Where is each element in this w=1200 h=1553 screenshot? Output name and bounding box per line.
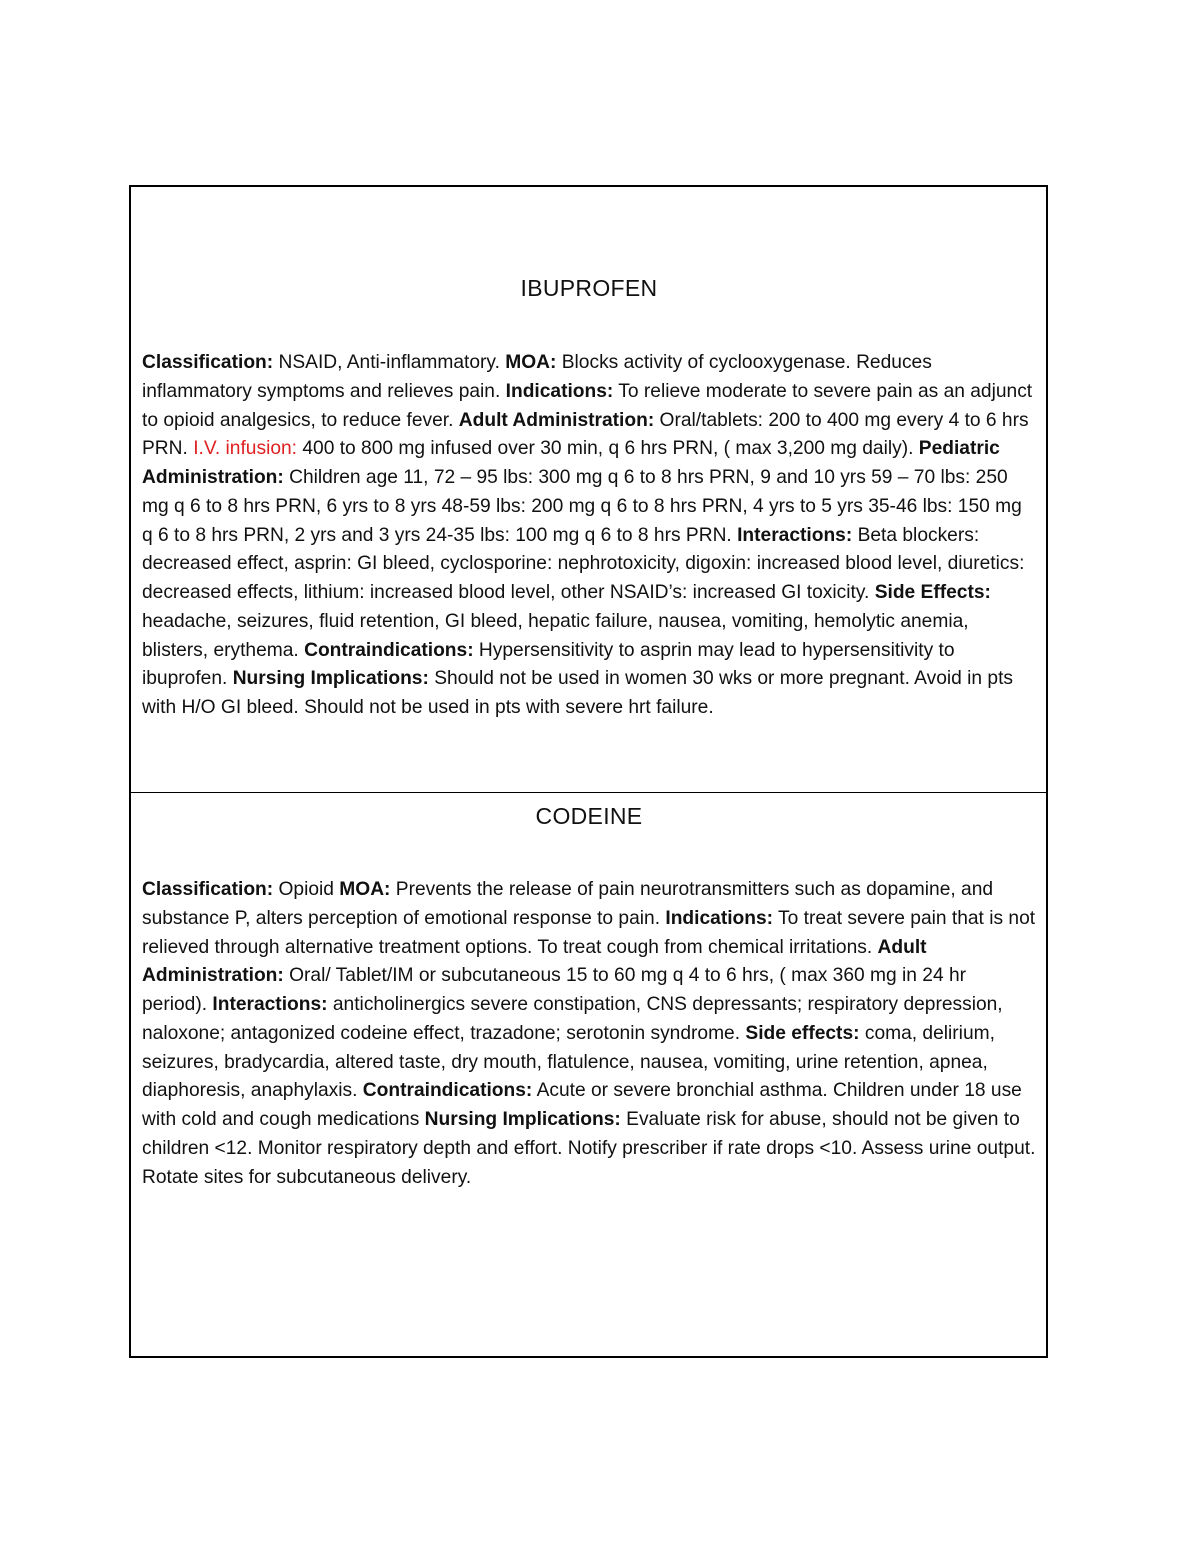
moa-label: MOA: (339, 879, 391, 900)
nursing-implications-label: Nursing Implications: (424, 1109, 621, 1130)
drug-title-ibuprofen: IBUPROFEN (520, 275, 658, 301)
interactions-text: anticholinergics severe constipation, CNS depressants; respiratory depression, naloxone; antagonized codeine effect, trazadone; serotonin syndrome. (142, 994, 1003, 1044)
drug-description-codeine (142, 876, 1036, 1192)
classification-label: Classification: (142, 352, 274, 373)
pediatric-administration-label: Pediatric Administration: (142, 438, 1000, 488)
indications-label: Indications: (505, 380, 614, 402)
contraindications-text: Hypersensitivity to asprin may lead to hypersensitivity to ibuprofen. (142, 639, 955, 690)
indications-text: To relieve moderate to severe pain as an adjunct to opioid analgesics, to reduce fever. (142, 380, 1033, 431)
drug-title-codeine: CODEINE (535, 803, 643, 829)
side-effects-text: coma, delirium, seizures, bradycardia, altered taste, dry mouth, flatulence, nausea, vomiting, urine retention, apnea, diaphoresis, anaphylaxis. (142, 1022, 995, 1102)
pediatric-administration-text: Children age 11, 72 – 95 lbs: 300 mg q 6 to 8 hrs PRN, 9 and 10 yrs 59 – 70 lbs: 250 mg q 6 to 8 hrs PRN, 6 yrs to 8 yrs 48-59 lbs: 200 mg q 6 to 8 hrs PRN, 4 yrs to 5 yrs 35-46 lbs: 150 mg q 6 to 8 hrs PRN, 2 yrs and 3 yrs 24-35 lbs: 100 mg q 6 to 8 hrs PRN. (142, 467, 1022, 546)
side-effects-label: Side Effects: (874, 582, 991, 603)
classification-label: Classification: (142, 879, 274, 900)
nursing-implications-text: Evaluate risk for abuse, should not be given to children <12. Monitor respiratory depth and effort. Notify prescriber if rate drops <10. Assess urine output. Rotate sites for subcutaneous delivery. (142, 1109, 1036, 1188)
adult-administration-label: Adult Administration: (142, 936, 927, 987)
adult-administration-text: Oral/tablets: 200 to 400 mg every 4 to 6 hrs PRN. (142, 409, 1029, 460)
nursing-implications-label: Nursing Implications: (232, 668, 429, 690)
side-effects-label: Side effects: (745, 1022, 860, 1044)
adult-administration-text: Oral/ Tablet/IM or subcutaneous 15 to 60 mg q 4 to 6 hrs, ( max 360 mg in 24 hr period). (142, 965, 967, 1015)
indications-label: Indications: (665, 907, 774, 929)
iv-infusion-text: 400 to 800 mg infused over 30 min, q 6 hrs PRN, ( max 3,200 mg daily). (297, 438, 919, 460)
nursing-implications-text: Should not be used in women 30 wks or more pregnant. Avoid in pts with H/O GI bleed. Should not be used in pts with severe hrt failure. (142, 668, 1014, 718)
moa-text: Prevents the release of pain neurotransmitters such as dopamine, and substance P, alters perception of emotional response to pain. (142, 879, 994, 929)
iv-infusion-label: I.V. infusion: (193, 438, 298, 460)
contraindications-text: Acute or severe bronchial asthma. Children under 18 use with cold and cough medications (142, 1080, 1022, 1130)
moa-label: MOA: (505, 352, 557, 373)
interactions-label: Interactions: (737, 524, 853, 546)
adult-administration-label: Adult Administration: (458, 409, 655, 431)
interactions-label: Interactions: (212, 994, 328, 1015)
drug-card-table (129, 185, 1048, 1358)
contraindications-label: Contraindications: (304, 639, 474, 661)
contraindications-label: Contraindications: (362, 1080, 533, 1102)
indications-text: To treat severe pain that is not relieved through alternative treatment options. To treat cough from chemical irritations. (142, 907, 1036, 958)
classification-text: NSAID, Anti-inflammatory. (273, 352, 506, 373)
drug-card-codeine (131, 793, 1046, 1356)
drug-description-ibuprofen (142, 349, 1036, 723)
interactions-text: Beta blockers: decreased effect, asprin: GI bleed, cyclosporine: nephrotoxicity, digoxin: increased blood level, diuretics: decreased effects, lithium: increased blood level, other NSAID’s: increased GI toxicity. (142, 524, 1025, 603)
classification-text: Opioid (273, 879, 340, 900)
moa-text: Blocks activity of cyclooxygenase. Reduces inflammatory symptoms and relieves pain. (142, 352, 932, 402)
drug-card-ibuprofen (131, 187, 1046, 793)
side-effects-text: headache, seizures, fluid retention, GI bleed, hepatic failure, nausea, vomiting, hemolytic anemia, blisters, erythema. (142, 610, 969, 661)
